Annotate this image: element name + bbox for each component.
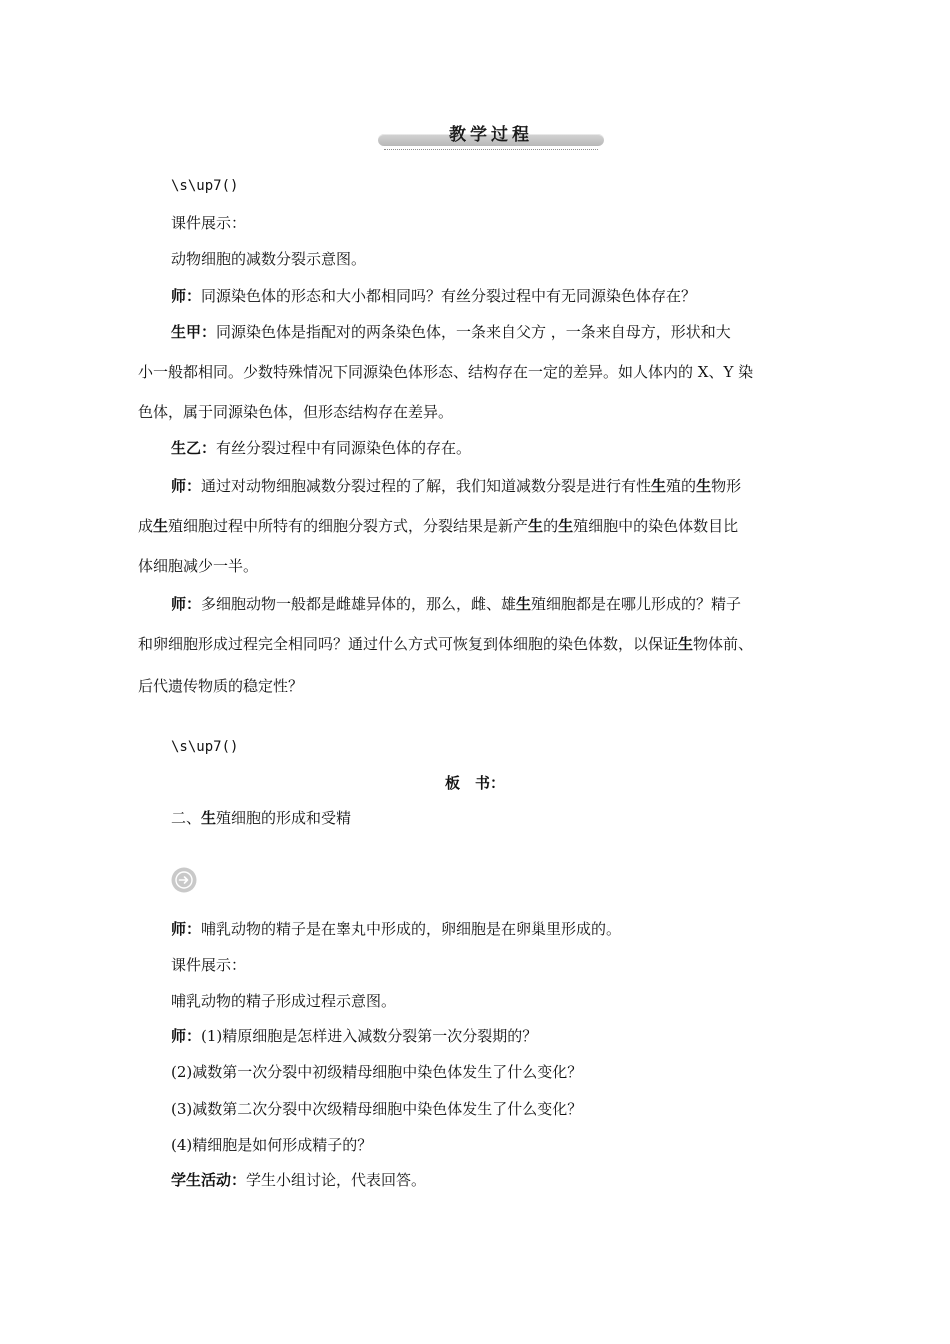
text-run: 物形 bbox=[711, 477, 742, 495]
bold-char: 生 bbox=[678, 635, 694, 653]
text-run: 殖细胞的形成和受精 bbox=[216, 809, 352, 827]
activity-label: 学生活动： bbox=[171, 1171, 247, 1189]
paragraph-student-a-line3: 色体，属于同源染色体，但形态结构存在差异。 bbox=[138, 403, 454, 421]
paragraph-teacher-2-line2 bbox=[138, 516, 738, 536]
question-4: (4)精细胞是如何形成精子的？ bbox=[171, 1136, 373, 1154]
paragraph-teacher-4 bbox=[171, 919, 621, 939]
text-run: 通过对动物细胞减数分裂过程的了解，我们知道减数分裂是进行有性 bbox=[201, 477, 652, 495]
speaker-label: 师： bbox=[171, 477, 202, 495]
text-run: 的 bbox=[543, 517, 559, 535]
question-1 bbox=[171, 1026, 537, 1046]
question-text: (1)精原细胞是怎样进入减数分裂第一次分裂期的？ bbox=[201, 1027, 538, 1045]
bold-char: 生 bbox=[558, 517, 574, 535]
text-run: 二、 bbox=[171, 809, 202, 827]
text-run: 和卵细胞形成过程完全相同吗？通过什么方式可恢复到体细胞的染色体数，以保证 bbox=[138, 635, 679, 653]
code-line: \s\up7() bbox=[171, 739, 239, 755]
speaker-label: 生乙： bbox=[171, 439, 217, 457]
bold-char: 生 bbox=[153, 517, 169, 535]
question-2: (2)减数第一次分裂中初级精母细胞中染色体发生了什么变化？ bbox=[171, 1063, 583, 1081]
bold-char: 生 bbox=[651, 477, 667, 495]
text-run: 成 bbox=[138, 517, 154, 535]
bold-char: 生 bbox=[201, 809, 217, 827]
text-run: 殖细胞都是在哪儿形成的？精子 bbox=[531, 595, 742, 613]
courseware-label: 课件展示： bbox=[171, 956, 247, 974]
activity-text: 学生小组讨论，代表回答。 bbox=[246, 1171, 427, 1189]
arrow-right-circle-icon bbox=[171, 867, 197, 893]
bold-char: 生 bbox=[528, 517, 544, 535]
paragraph-text: 有丝分裂过程中有同源染色体的存在。 bbox=[216, 439, 472, 457]
speaker-label: 师： bbox=[171, 1027, 202, 1045]
text-run: 殖的 bbox=[666, 477, 697, 495]
section-banner bbox=[378, 118, 604, 152]
paragraph-text: 哺乳动物的精子是在睾丸中形成的，卵细胞是在卵巢里形成的。 bbox=[201, 920, 622, 938]
text-run: 殖细胞中的染色体数目比 bbox=[573, 517, 739, 535]
paragraph-student-b bbox=[171, 438, 471, 458]
paragraph-text: 同源染色体的形态和大小都相同吗？有丝分裂过程中有无同源染色体存在？ bbox=[201, 287, 697, 305]
question-3: (3)减数第二次分裂中次级精母细胞中染色体发生了什么变化？ bbox=[171, 1100, 583, 1118]
paragraph-student-a-line1 bbox=[171, 322, 731, 342]
board-heading bbox=[171, 808, 351, 828]
speaker-label: 师： bbox=[171, 287, 202, 305]
bold-char: 生 bbox=[516, 595, 532, 613]
speaker-label: 师： bbox=[171, 920, 202, 938]
paragraph-teacher-3-line1 bbox=[171, 594, 741, 614]
student-activity bbox=[171, 1170, 426, 1190]
courseware-text: 哺乳动物的精子形成过程示意图。 bbox=[171, 992, 397, 1010]
board-title: 板 书： bbox=[444, 774, 505, 792]
code-line: \s\up7() bbox=[171, 178, 239, 194]
paragraph-teacher-2-line1 bbox=[171, 476, 741, 496]
paragraph-student-a-line2: 小一般都相同。少数特殊情况下同源染色体形态、结构存在一定的差异。如人体内的 X、Y 染 bbox=[138, 363, 754, 381]
paragraph-teacher-2-line3: 体细胞减少一半。 bbox=[138, 557, 259, 575]
paragraph-text: 同源染色体是指配对的两条染色体，一条来自父方 ，一条来自母方，形状和大 bbox=[216, 323, 731, 341]
paragraph-teacher-3-line3: 后代遗传物质的稳定性？ bbox=[138, 677, 304, 695]
bold-char: 生 bbox=[696, 477, 712, 495]
paragraph-teacher-3-line2 bbox=[138, 634, 753, 654]
text-run: 物体前、 bbox=[693, 635, 754, 653]
text-run: 多细胞动物一般都是雌雄异体的，那么，雌、雄 bbox=[201, 595, 517, 613]
banner-dotted-line bbox=[384, 149, 598, 150]
speaker-label: 生甲： bbox=[171, 323, 217, 341]
text-run: 殖细胞过程中所特有的细胞分裂方式，分裂结果是新产 bbox=[168, 517, 529, 535]
courseware-text: 动物细胞的减数分裂示意图。 bbox=[171, 250, 367, 268]
speaker-label: 师： bbox=[171, 595, 202, 613]
courseware-label: 课件展示： bbox=[171, 214, 247, 232]
paragraph-teacher-1 bbox=[171, 286, 696, 306]
banner-title: 教学过程 bbox=[449, 125, 533, 145]
